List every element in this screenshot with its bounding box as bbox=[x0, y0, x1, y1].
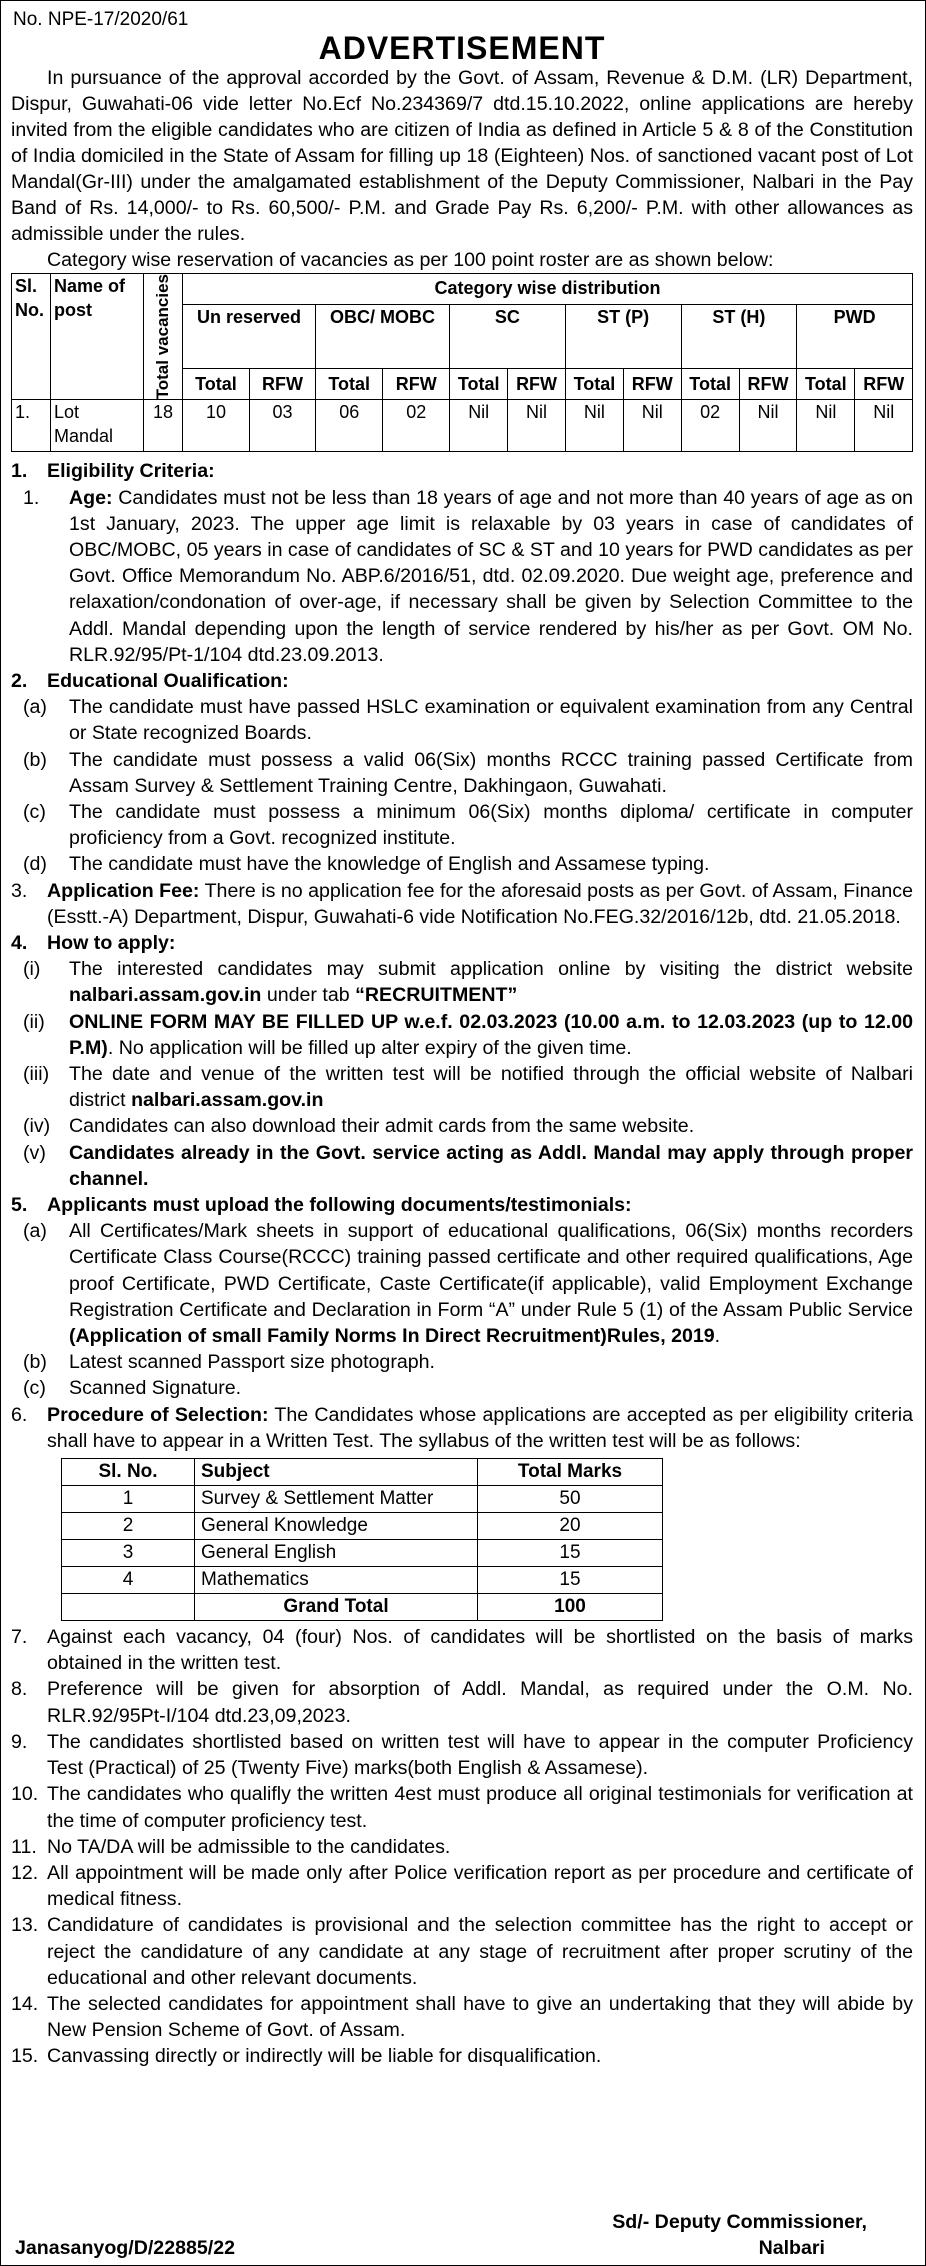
footer bbox=[15, 2209, 893, 2261]
th-total-marks: Total Marks bbox=[478, 1459, 663, 1486]
document-text: All Certificates/Mark sheets in support of educational qualifications, 06(Six) months recorders Certificate Class Course(RCCC) training passed certificate and other required qualifications, Age proof Certificate, PWD Certificate, Caste Certificate(if applicable), valid Employment Exchange Registration Certificate and Declaration in Form “A” under Rule 5 (1) of the Assam Public Service bbox=[69, 1220, 913, 1321]
syllabus-sl: 4 bbox=[62, 1567, 195, 1594]
syllabus-subject: Mathematics bbox=[195, 1567, 478, 1594]
th-rfw: RFW bbox=[624, 369, 681, 400]
point-number: 13. bbox=[11, 1914, 39, 1937]
point-text: All appointment will be made only after Police verification report as per procedure and certificate of medical fitness. bbox=[47, 1861, 913, 1911]
list-item bbox=[11, 1729, 913, 1781]
th-rfw: RFW bbox=[249, 369, 315, 400]
item-number: (a) bbox=[23, 696, 47, 719]
signature-office: Nalbari bbox=[758, 2237, 825, 2259]
th-obc: OBC/ MOBC bbox=[315, 304, 449, 368]
th-rfw: RFW bbox=[383, 369, 450, 400]
table-row bbox=[62, 1513, 663, 1540]
th-rfw: RFW bbox=[508, 369, 565, 400]
point-text: Preference will be given for absorption of Addl. Mandal, as required under the O.M. No. RLR.92/95Pt-I/104 dtd.23,09,2023. bbox=[47, 1678, 913, 1727]
education-item bbox=[11, 851, 913, 877]
section-eligibility bbox=[11, 458, 913, 668]
syllabus-subject: General Knowledge bbox=[195, 1513, 478, 1540]
section-number: 1. bbox=[11, 460, 28, 483]
th-sc: SC bbox=[450, 304, 566, 368]
cell-pwd-rfw: Nil bbox=[855, 400, 913, 452]
syllabus-subject: General English bbox=[195, 1540, 478, 1567]
apply-text: . No application will be filled up alter expiry of the given time. bbox=[107, 1036, 632, 1059]
education-text: The candidate must possess a minimum 06(Six) months diploma/ certificate in computer proficiency from a Govt. recognized institute. bbox=[69, 801, 913, 850]
section-heading: Applicants must upload the following documents/testimonials: bbox=[47, 1194, 632, 1217]
list-item bbox=[11, 1860, 913, 1912]
list-item bbox=[11, 2043, 913, 2069]
section-heading: Educational Oualification: bbox=[47, 669, 289, 692]
table-row bbox=[62, 1486, 663, 1513]
section-education bbox=[11, 668, 913, 878]
section-number: 5. bbox=[11, 1194, 28, 1217]
th-total: Total bbox=[797, 369, 855, 400]
th-st-h: ST (H) bbox=[681, 304, 797, 368]
section-heading: Application Fee: bbox=[47, 879, 200, 902]
th-pwd: PWD bbox=[797, 304, 913, 368]
syllabus-marks: 15 bbox=[478, 1567, 663, 1594]
points-list bbox=[11, 1624, 913, 2069]
grand-total-spacer bbox=[62, 1594, 195, 1621]
th-total: Total bbox=[183, 369, 250, 400]
footer-code: Janasanyog/D/22885/22 bbox=[15, 2237, 236, 2259]
list-item bbox=[11, 1834, 913, 1860]
education-item bbox=[11, 799, 913, 851]
syllabus-sl: 3 bbox=[62, 1540, 195, 1567]
item-number: (b) bbox=[23, 1351, 47, 1374]
cell-sth-total: 02 bbox=[681, 400, 739, 452]
section-number: 4. bbox=[11, 932, 28, 955]
education-text: The candidate must possess a valid 06(Six) months RCCC training passed Certificate from Assam Survey & Settlement Training Centre, Dakhingaon, Guwahati. bbox=[69, 748, 913, 797]
education-item bbox=[11, 747, 913, 799]
selection-body: The Candidates whose applications are accepted as per eligibility criteria shall have to appear in a Written Test. The syllabus of the written test will be as follows: bbox=[47, 1403, 913, 1452]
selection-text bbox=[47, 1402, 913, 1454]
document-rule: (Application of small Family Norms In Direct Recruitment)Rules, 2019 bbox=[69, 1325, 715, 1348]
point-number: 9. bbox=[11, 1730, 28, 1753]
section-how-to-apply bbox=[11, 930, 913, 1192]
cell-pwd-total: Nil bbox=[797, 400, 855, 452]
apply-item bbox=[69, 1061, 913, 1113]
item-number: (i) bbox=[23, 958, 41, 981]
point-number: 11. bbox=[11, 1835, 37, 1858]
list-item bbox=[11, 1676, 913, 1728]
page-title: ADVERTISEMENT bbox=[318, 30, 606, 66]
section-heading: Procedure of Selection: bbox=[47, 1403, 269, 1426]
th-rfw: RFW bbox=[739, 369, 796, 400]
syllabus-marks: 50 bbox=[478, 1486, 663, 1513]
point-number: 15. bbox=[11, 2045, 39, 2068]
apply-text: The date and venue of the written test will be notified through the official website of Nalbari district bbox=[69, 1063, 913, 1112]
table-row bbox=[62, 1567, 663, 1594]
point-text: Candidature of candidates is provisional and the selection committee has the right to accept or reject the candidature of any candidate at any stage of recruitment after proper scrutiny of the educational and other relevant documents. bbox=[47, 1914, 913, 1989]
age-criteria bbox=[69, 485, 913, 668]
cell-sl: 1. bbox=[12, 400, 51, 452]
cell-post: Lot Mandal bbox=[51, 400, 144, 452]
cell-sc-total: Nil bbox=[450, 400, 508, 452]
section-number: 3. bbox=[11, 879, 28, 902]
cell-sth-rfw: Nil bbox=[739, 400, 796, 452]
th-category-distribution: Category wise distribution bbox=[183, 274, 913, 305]
th-st-p: ST (P) bbox=[565, 304, 681, 368]
item-number: (b) bbox=[23, 748, 47, 771]
cell-total: 18 bbox=[144, 400, 183, 452]
document-item: Latest scanned Passport size photograph. bbox=[69, 1351, 435, 1374]
item-number: (d) bbox=[23, 853, 47, 876]
education-item bbox=[11, 694, 913, 746]
apply-item bbox=[69, 1009, 913, 1061]
th-total-vacancies bbox=[144, 274, 183, 400]
point-text: Canvassing directly or indirectly will be liable for disqualification. bbox=[47, 2045, 602, 2068]
recruitment-tab: “RECRUITMENT” bbox=[355, 984, 518, 1007]
table-row bbox=[12, 400, 913, 452]
item-number: 1. bbox=[23, 486, 40, 509]
point-number: 10. bbox=[11, 1783, 39, 1806]
education-text: The candidate must have passed HSLC examination or equivalent examination from any Central or State recognized Boards. bbox=[69, 696, 913, 745]
point-number: 7. bbox=[11, 1626, 28, 1649]
category-line: Category wise reservation of vacancies as per 100 point roster are as shown below: bbox=[47, 249, 774, 271]
section-number: 6. bbox=[11, 1403, 28, 1426]
section-heading: How to apply: bbox=[47, 932, 176, 955]
th-total-vacancies-label: Total vacancies bbox=[153, 274, 172, 400]
th-total: Total bbox=[565, 369, 623, 400]
cell-stp-rfw: Nil bbox=[624, 400, 681, 452]
th-unreserved: Un reserved bbox=[183, 304, 316, 368]
fee-text bbox=[47, 878, 913, 930]
apply-item bbox=[69, 956, 913, 1008]
cell-stp-total: Nil bbox=[565, 400, 623, 452]
th-total: Total bbox=[681, 369, 739, 400]
online-form-dates: ONLINE FORM MAY BE FILLED UP w.e.f. 02.03.2023 (10.00 a.m. to 12.03.2023 (up to 12.00 P.M) bbox=[69, 1010, 913, 1059]
education-text: The candidate must have the knowledge of English and Assamese typing. bbox=[69, 853, 710, 876]
age-label: Age: bbox=[69, 486, 113, 509]
apply-item: Candidates can also download their admit cards from the same website. bbox=[69, 1115, 695, 1138]
item-number: (iv) bbox=[23, 1115, 51, 1138]
section-number: 2. bbox=[11, 669, 28, 692]
th-rfw: RFW bbox=[855, 369, 913, 400]
education-list bbox=[11, 694, 913, 877]
cell-obc-total: 06 bbox=[315, 400, 383, 452]
age-text: Candidates must not be less than 18 years of age and not more than 40 years of age as on 1st January, 2023. The upper age limit is relaxable by 03 years in case of candidates of OBC/MOBC, 05 years in case of candidates of SC & ST and 10 years for PWD candidates as per Govt. Office Memorandum No. ABP.6/2016/51, dtd. 02.09.2020. Due weight age, preference and relaxation/condonation of over-age, if necessary shall be given by Selection Committee to the Addl. Mandal depending upon the length of service rendered by his/her as per Govt. OM No. RLR.92/95/Pt-1/104 dtd.23.09.2013. bbox=[69, 486, 913, 666]
point-text: The candidates who qualifly the written 4est must produce all original testimonials for verification at the time of computer proficiency test. bbox=[47, 1783, 913, 1832]
grand-total-value: 100 bbox=[478, 1594, 663, 1621]
section-heading: Eligibility Criteria: bbox=[47, 460, 215, 483]
syllabus-marks: 15 bbox=[478, 1540, 663, 1567]
apply-text: The interested candidates may submit application online by visiting the district website bbox=[69, 958, 913, 981]
list-item bbox=[11, 1912, 913, 1991]
item-number: (a) bbox=[23, 1220, 47, 1243]
point-number: 8. bbox=[11, 1678, 28, 1701]
th-total: Total bbox=[315, 369, 383, 400]
cell-ur-rfw: 03 bbox=[249, 400, 315, 452]
document-item: All Certificates/Mark sheets in support of educational qualifications, 06(Six) months recorders Certificate Class Course(RCCC) training passed certificate and other required qualifications, Age proof Certificate, PWD Certificate, Caste Certificate(if applicable), valid Employment Exchange Registration Certificate and Declaration in Form “A” under Rule 5 (1) of the Assam Public Service (Application of small Family Norms In Direct Recruitment)Rules, 2019. bbox=[69, 1220, 913, 1348]
syllabus-marks: 20 bbox=[478, 1513, 663, 1540]
cell-ur-total: 10 bbox=[183, 400, 250, 452]
item-number: (c) bbox=[23, 1377, 46, 1400]
point-text: Against each vacancy, 04 (four) Nos. of candidates will be shortlisted on the basis of marks obtained in the written test. bbox=[47, 1626, 913, 1675]
section-documents bbox=[11, 1192, 913, 1402]
syllabus-body bbox=[62, 1486, 663, 1594]
cell-obc-rfw: 02 bbox=[383, 400, 450, 452]
signature-line: Sd/- Deputy Commissioner, bbox=[612, 2211, 867, 2233]
document-item: Scanned Signature. bbox=[69, 1377, 242, 1400]
syllabus-subject: Survey & Settlement Matter bbox=[195, 1486, 478, 1513]
list-item bbox=[11, 1781, 913, 1833]
th-total: Total bbox=[450, 369, 508, 400]
website-link[interactable]: nalbari.assam.gov.in bbox=[131, 1089, 324, 1112]
list-item bbox=[11, 1991, 913, 2043]
fee-body: There is no application fee for the aforesaid posts as per Govt. of Assam, Finance (Esstt.-A) Department, Dispur, Guwahati-6 vide Notification No.FEG.32/2016/12b, dtd. 21.05.2018. bbox=[47, 879, 913, 928]
reference-number: No. NPE-17/2020/61 bbox=[13, 9, 189, 30]
item-number: (v) bbox=[23, 1141, 46, 1164]
grand-total-label: Grand Total bbox=[195, 1594, 478, 1621]
website-link[interactable]: nalbari.assam.gov.in bbox=[69, 984, 262, 1007]
item-number: (iii) bbox=[23, 1063, 50, 1086]
point-text: The candidates shortlisted based on written test will have to appear in the computer Proficiency Test (Practical) of 25 (Twenty Five) marks(both English & Assamese). bbox=[47, 1730, 913, 1780]
item-number: (c) bbox=[23, 801, 46, 823]
th-subject: Subject bbox=[195, 1459, 478, 1486]
item-number: (ii) bbox=[23, 1010, 45, 1033]
syllabus-sl: 1 bbox=[62, 1486, 195, 1513]
syllabus-table bbox=[61, 1458, 663, 1621]
point-text: No TA/DA will be admissible to the candidates. bbox=[47, 1835, 451, 1858]
point-number: 14. bbox=[11, 1992, 39, 2015]
table-row bbox=[62, 1540, 663, 1567]
vacancy-table bbox=[11, 273, 913, 452]
section-selection bbox=[11, 1402, 913, 1454]
syllabus-sl: 2 bbox=[62, 1513, 195, 1540]
list-item bbox=[11, 1624, 913, 1676]
th-sl: Sl. No. bbox=[12, 274, 51, 400]
point-number: 12. bbox=[11, 1861, 39, 1884]
point-text: The selected candidates for appointment shall have to give an undertaking that they will abide by New Pension Scheme of Govt. of Assam. bbox=[47, 1992, 913, 2042]
intro-paragraph: In pursuance of the approval accorded by the Govt. of Assam, Revenue & D.M. (LR) Department, Dispur, Guwahati-06 vide letter No.Ecf No.234369/7 dtd.15.10.2022, online applications are hereby invited from the eligible candidates who are citizen of India as defined in Article 5 & 8 of the Constitution of India domiciled in the State of Assam for filling up 18 (Eighteen) Nos. of sanctioned vacant post of Lot Mandal(Gr-III) under the amalgamated establishment of the Deputy Commissioner, Nalbari in the Pay Band of Rs. 14,000/- to Rs. 60,500/- P.M. and Grade Pay Rs. 6,200/- P.M. with other allowances as admissible under the rules. bbox=[11, 67, 913, 245]
apply-item: Candidates already in the Govt. service acting as Addl. Mandal may apply through proper channel. bbox=[69, 1141, 913, 1190]
cell-sc-rfw: Nil bbox=[508, 400, 565, 452]
th-name: Name of post bbox=[51, 274, 144, 400]
section-fee bbox=[11, 878, 913, 930]
th-sl-no: Sl. No. bbox=[62, 1459, 195, 1486]
apply-text: under tab bbox=[261, 984, 356, 1007]
